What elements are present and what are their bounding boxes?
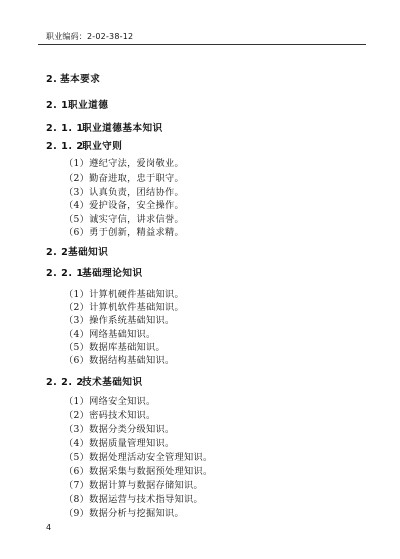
list-item: （5）数据处理活动安全管理知识。 [64,452,213,463]
section-number: 2. [46,74,58,85]
list-item: （3）认真负责，团结协作。 [64,187,184,198]
section-number: 2. 1. 1 [46,123,84,134]
list-item: （5）数据库基础知识。 [64,342,166,353]
section-title: 职业道德 [68,100,109,111]
list-item: （1）遵纪守法，爱岗敬业。 [64,158,184,169]
list-item: （3）操作系统基础知识。 [64,315,175,326]
section-number: 2. 2. 2 [46,377,84,388]
section-title: 基础知识 [68,247,109,258]
section-title: 基础理论知识 [82,268,143,279]
section-number: 2. 1. 2 [46,141,84,152]
section-title: 基本要求 [60,74,101,85]
list-item: （5）诚实守信，讲求信誉。 [64,214,184,225]
section-heading-tech-knowledge [46,374,143,388]
section-heading-code-of-conduct [46,138,122,152]
list-item: （2）勤奋进取，忠于职守。 [64,173,184,184]
list-item: （6）勇于创新，精益求精。 [64,227,184,238]
list-item: （6）数据结构基础知识。 [64,355,175,366]
section-number: 2. 2 [46,247,69,258]
list-item: （4）数据质量管理知识。 [64,438,175,449]
section-title: 职业道德基本知识 [82,123,163,134]
section-heading-basic-requirements [46,71,100,85]
list-item: （7）数据计算与数据存储知识。 [64,480,203,491]
list-item: （4）网络基础知识。 [64,329,156,340]
section-heading-professional-ethics [46,97,108,111]
page-number: 4 [46,523,52,532]
section-heading-ethics-basics [46,120,163,134]
section-heading-theory-knowledge [46,265,143,279]
section-title: 职业守则 [82,141,123,152]
section-number: 2. 1 [46,100,69,111]
list-item: （3）数据分类分级知识。 [64,424,175,435]
list-item: （1）计算机硬件基础知识。 [64,289,184,300]
section-heading-basic-knowledge [46,244,108,258]
list-item: （6）数据采集与数据预处理知识。 [64,466,213,477]
header-divider [38,44,366,45]
occupation-code-header: 职业编码：2-02-38-12 [46,32,134,41]
section-title: 技术基础知识 [82,377,143,388]
list-item: （2）密码技术知识。 [64,410,156,421]
list-item: （9）数据分析与挖掘知识。 [64,508,184,519]
list-item: （2）计算机软件基础知识。 [64,302,184,313]
section-number: 2. 2. 1 [46,268,84,279]
list-item: （1）网络安全知识。 [64,396,156,407]
list-item: （4）爱护设备，安全操作。 [64,200,184,211]
list-item: （8）数据运营与技术指导知识。 [64,494,203,505]
